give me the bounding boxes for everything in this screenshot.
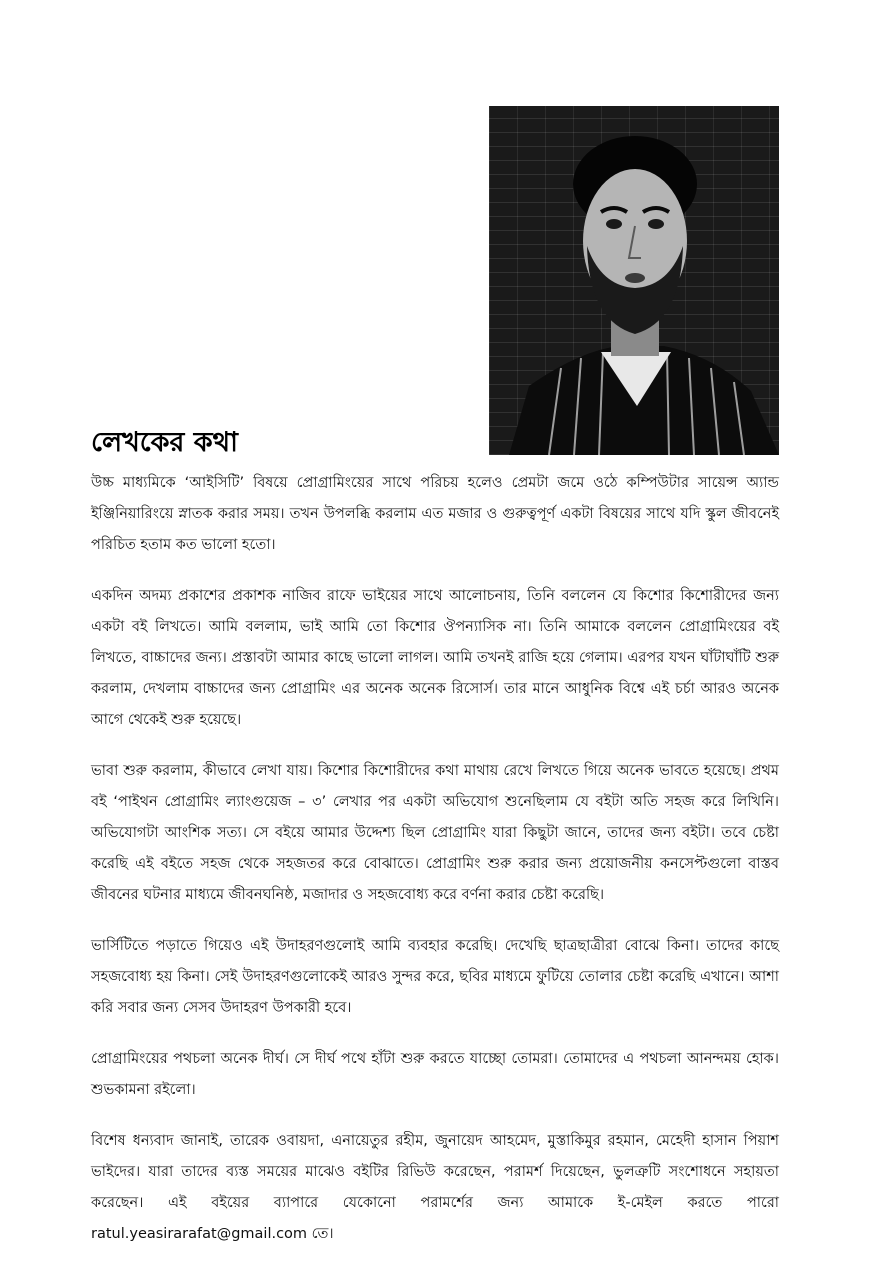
paragraph-wishes: প্রোগ্রামিংয়ের পথচলা অনেক দীর্ঘ। সে দীর্ঘ পথে হাঁটা শুরু করতে যাচ্ছো তোমরা। তোমাদের এ পথচলা আনন্দময় হোক। শুভকামনা রইলো।	[91, 1051, 779, 1098]
article-body	[91, 468, 779, 1270]
page-title: লেখকের কথা	[91, 427, 238, 458]
paragraph-teaching: ভার্সিটিতে পড়াতে গিয়েও এই উদাহরণগুলোই আমি ব্যবহার করেছি। দেখেছি ছাত্রছাত্রীরা বোঝে কিনা। তাদের কাছে সহজবোধ্য হয় কিনা। সেই উদাহরণগুলোকেই আরও সুন্দর করে, ছবির মাধ্যমে ফুটিয়ে তোলার চেষ্টা করেছি এখানে। আশা করি সবার জন্য সেসব উদাহরণ উপকারী হবে।	[91, 938, 779, 1016]
paragraph-writing: ভাবা শুরু করলাম, কীভাবে লেখা যায়। কিশোর কিশোরীদের কথা মাথায় রেখে লিখতে গিয়ে অনেক ভাবতে হয়েছে। প্রথম বই ‘পাইথন প্রোগ্রামিং ল্যাংগুয়েজ – ৩’ লেখার পর একটা অভিযোগ শুনেছিলাম যে বইটা অতি সহজ করে লিখিনি। অভিযোগটা আংশিক সত্য। সে বইয়ে আমার উদ্দেশ্য ছিল প্রোগ্রামিং যারা কিছুটা জানে, তাদের জন্য বইটা। তবে চেষ্টা করেছি এই বইতে সহজ থেকে সহজতর করে বোঝাতে। প্রোগ্রামিং শুরু করার জন্য প্রয়োজনীয় কনসেপ্টগুলো বাস্তব জীবনের ঘটনার মাধ্যমে জীবনঘনিষ্ঠ, মজাদার ও সহজবোধ্য করে বর্ণনা করার চেষ্টা করেছি।	[91, 763, 779, 903]
paragraph-acknowledgements: বিশেষ ধন্যবাদ জানাই, তারেক ওবায়দা, এনায়েতুর রহীম, জুনায়েদ আহমেদ, মুস্তাকিমুর রহমান, মেহেদী হাসান পিয়াশ ভাইদের। যারা তাদের ব্যস্ত সময়ের মাঝেও বইটির রিভিউ করেছেন, পরামর্শ দিয়েছেন, ভুলত্রুটি সংশোধনে সহায়তা করেছেন। এই বইয়ের ব্যাপারে যেকোনো পরামর্শের জন্য আমাকে ই-মেইল করতে পারো ratul.yeasirarafat@gmail.com তে।	[91, 1133, 779, 1242]
author-portrait-illustration	[489, 106, 779, 455]
author-photo	[489, 106, 779, 455]
paragraph-publisher: একদিন অদম্য প্রকাশের প্রকাশক নাজিব রাফে ভাইয়ের সাথে আলোচনায়, তিনি বললেন যে কিশোর কিশোরীদের জন্য একটা বই লিখতে। আমি বললাম, ভাই আমি তো কিশোর ঔপন্যাসিক না। তিনি আমাকে বললেন প্রোগ্রামিংয়ের বই লিখতে, বাচ্চাদের জন্য। প্রস্তাবটা আমার কাছে ভালো লাগল। আমি তখনই রাজি হয়ে গেলাম। এরপর যখন ঘাঁটাঘাঁটি শুরু করলাম, দেখলাম বাচ্চাদের জন্য প্রোগ্রামিং এর অনেক অনেক রিসোর্স। তার মানে আধুনিক বিশ্বে এই চর্চা আরও অনেক আগে থেকেই শুরু হয়েছে।	[91, 588, 779, 728]
paragraph-intro: উচ্চ মাধ্যমিকে ‘আইসিটি’ বিষয়ে প্রোগ্রামিংয়ের সাথে পরিচয় হলেও প্রেমটা জমে ওঠে কম্পিউটার সায়েন্স অ্যান্ড ইঞ্জিনিয়ারিংয়ে স্নাতক করার সময়। তখন উপলব্ধি করলাম এত মজার ও গুরুত্বপূর্ণ একটা বিষয়ের সাথে যদি স্কুল জীবনেই পরিচিত হতাম কত ভালো হতো।	[91, 475, 779, 553]
